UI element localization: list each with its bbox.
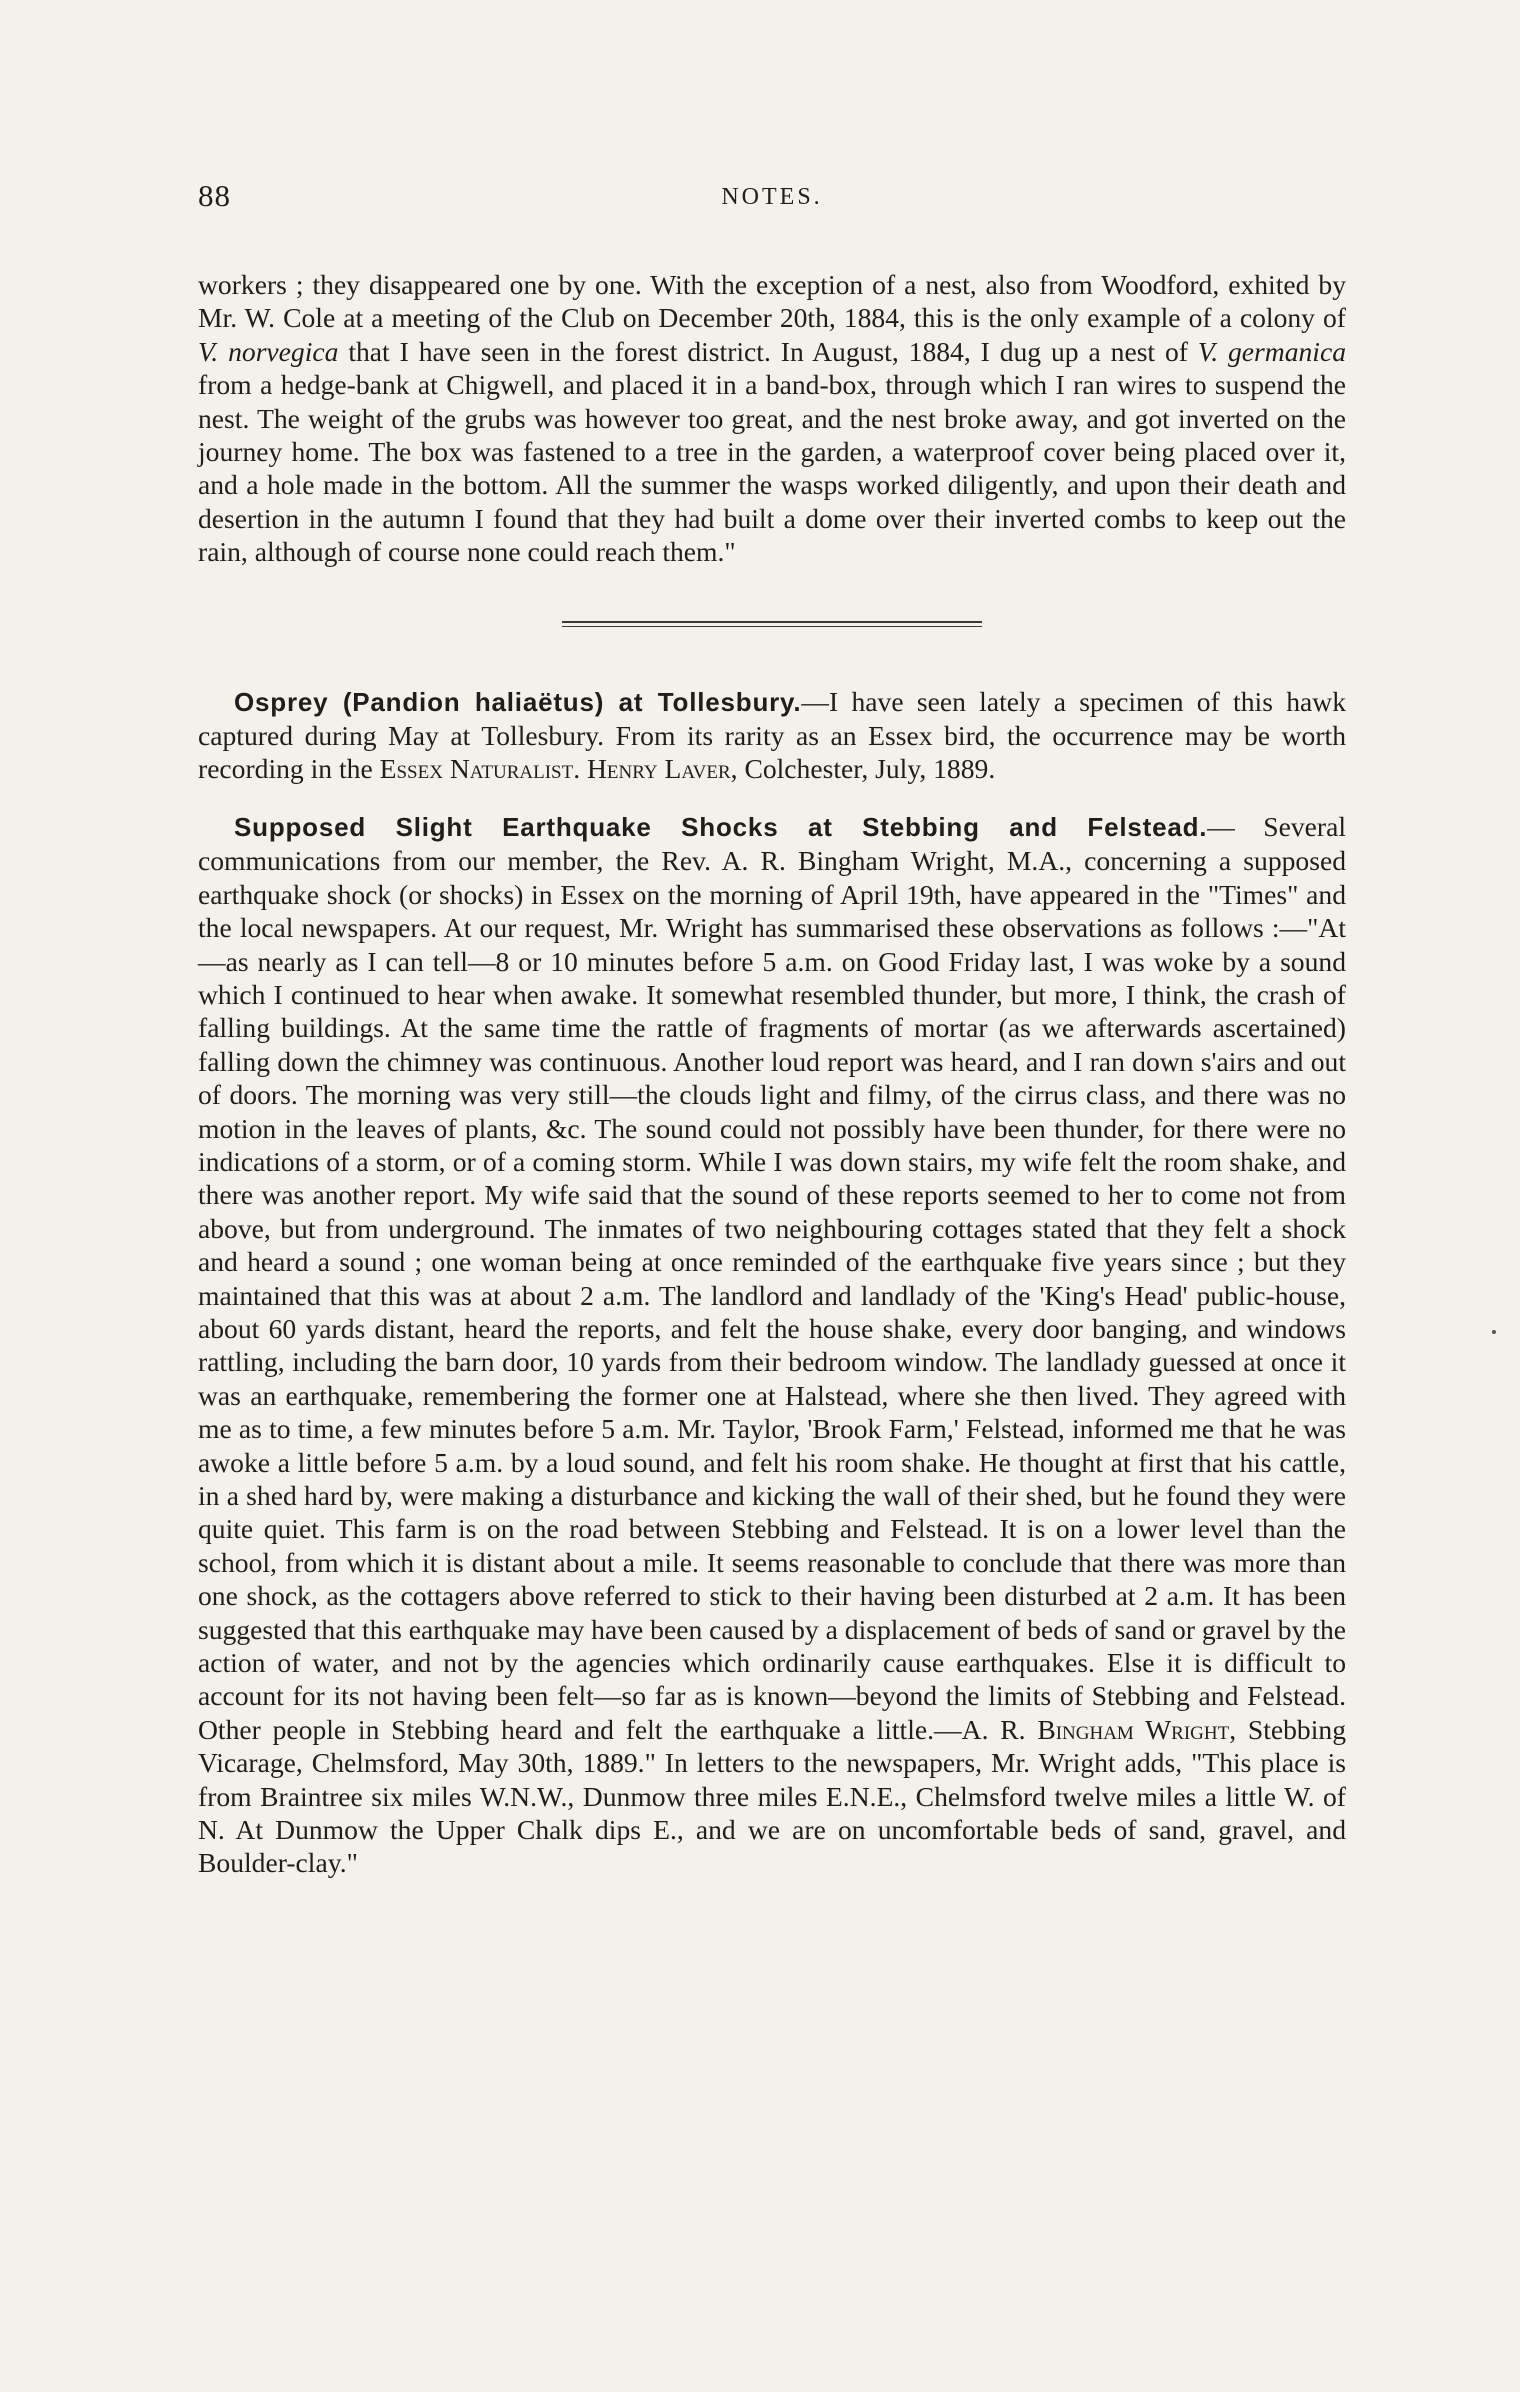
note-text: — Several communications from our member, the Rev. A. R. Bingham Wright, M.A., concerning a supposed earthquake shock (or shocks) in Essex on the morning of April 19th, have appeared in the "Times" and the local newspapers. At our request, Mr. Wright has summarised these observations as follows :—"At—as nearly as I can tell—8 or 10 minutes before 5 a.m. on Good Friday last, I was woke by a sound which I continued to hear when awake. It somewhat resembled thunder, but more, I think, the crash of falling buildings. At the same time the rattle of fragments of mortar (as we afterwards ascertained) falling down the chimney was continuous. Another loud report was heard, and I ran down s'airs and out of doors. The morning was very still—the clouds light and filmy, of the cirrus class, and there was no motion in the leaves of plants, &c. The sound could not possibly have been thunder, for there were no indications of a storm, or of a coming storm. While I was down stairs, my wife felt the room shake, and there was another report. My wife said that the sound of these reports seemed to her to come not from above, but from underground. The inmates of two neighbouring cottages stated that they felt a shock and heard a sound ; one woman being at once reminded of the earthquake five years since ; but they maintained that this was at about 2 a.m. The landlord and landlady of the 'King's Head' public-house, about 60 yards distant, heard the reports, and felt the house shake, every door banging, and windows rattling, including the barn door, 10 yards from their bedroom window. The landlady guessed at once it was an earthquake, remembering the former one at Halstead, where she then lived. They agreed with me as to time, a few minutes before 5 a.m. Mr. Taylor, 'Brook Farm,' Felstead, informed me that he was awoke a little before 5 a.m. by a loud sound, and felt his room shake. He thought at first that his cattle, in a shed hard by, were making a disturbance and kicking the wall of their shed, but he found they were quite quiet. This farm is on the road between Stebbing and Felstead. It is on a lower level than the school, from which it is distant about a mile. It seems reasonable to conclude that there was more than one shock, as the cottagers above referred to stick to their having been disturbed at 2 a.m. It has been suggested that this earthquake may have been caused by a displacement of beds of sand or gravel by the action of water, and not by the agencies which ordinarily cause earthquakes. Else it is difficult to account for its not having been felt—so far as is known—beyond the limits of Stebbing and Felstead. Other people in Stebbing heard and felt the earthquake a little.—	[198, 810, 1347, 1745]
section-divider	[562, 621, 982, 627]
continuation-paragraph	[198, 268, 1346, 569]
note-text: .	[573, 753, 587, 785]
running-head	[198, 178, 1346, 238]
note-text: , Stebbing Vicarage, Chelmsford, May 30th, 1889." In letters to the newspapers, Mr. Wright adds, "This place is from Braintree six miles W.N.W., Dunmow three miles E.N.E., Chelmsford twelve miles a little W. of N. At Dunmow the Upper Chalk dips E., and we are on uncomfortable beds of sand, gravel, and Boulder-clay."	[198, 1713, 1346, 1879]
journal-name: Essex Naturalist	[379, 753, 574, 785]
note-heading: Supposed Slight Earthquake Shocks at Stebbing and Felstead.	[234, 811, 1208, 842]
species-name: V. norvegica	[198, 335, 339, 367]
note-text: —I have seen lately a specimen of this hawk captured during May at Tollesbury. From its rarity as an Essex bird, the occurrence may be worth recording in the	[198, 685, 1346, 785]
page-number: 88	[198, 178, 231, 213]
paper-speck	[1492, 1330, 1496, 1334]
note-author: Henry Laver	[587, 753, 731, 785]
continuation-text-2: that I have seen in the forest district. In August, 1884, I dug up a nest of	[338, 335, 1198, 367]
note-author: A. R. Bingham Wright	[961, 1713, 1230, 1745]
earthquake-note	[198, 810, 1346, 1880]
continuation-text-3: from a hedge-bank at Chigwell, and placed it in a band-box, through which I ran wires to suspend the nest. The weight of the grubs was however too great, and the nest broke away, and got inverted on the journey home. The box was fastened to a tree in the garden, a waterproof cover being placed over it, and a hole made in the bottom. All the summer the wasps worked diligently, and upon their death and desertion in the autumn I found that they had built a dome over their inverted combs to keep out the rain, although of course none could reach them."	[198, 369, 1346, 568]
running-title: NOTES.	[721, 184, 823, 210]
note-heading: Osprey (Pandion haliaëtus) at Tollesbury.	[234, 686, 802, 717]
osprey-note	[198, 685, 1346, 786]
species-name: V. germanica	[1197, 335, 1347, 367]
note-text: , Colchester, July, 1889.	[730, 753, 996, 785]
continuation-text-1: workers ; they disappeared one by one. With the exception of a nest, also from Woodford, exhited by Mr. W. Cole at a meeting of the Club on December 20th, 1884, this is the only example of a colony of	[198, 269, 1346, 334]
page	[198, 178, 1346, 1880]
